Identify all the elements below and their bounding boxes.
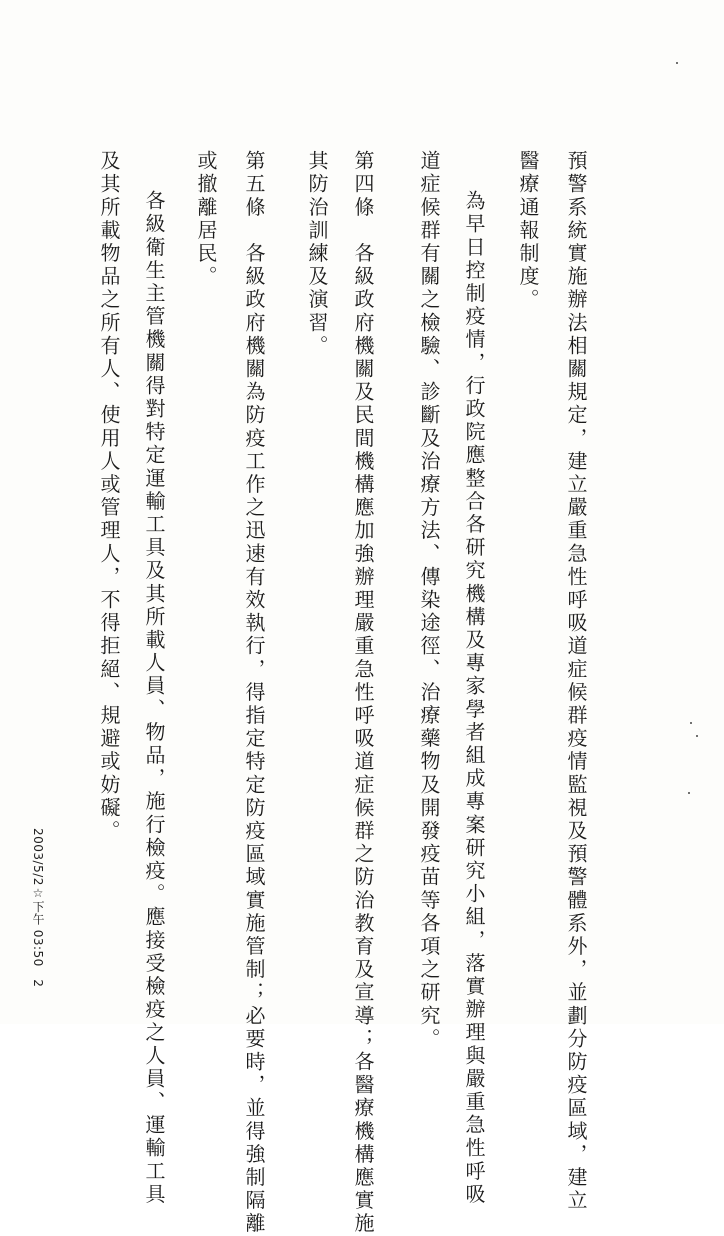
text-column-10: 及其所載物品之所有人、使用人或管理人，不得拒絕、規避或妨礙。 [97,150,121,843]
article-5-column: 第五條 各級政府機關為防疫工作之迅速有效執行，得指定特定防疫區域實施管制；必要時，並得強制隔離 [242,150,266,1236]
text-column-6: 其防治訓練及演習。 [305,150,329,358]
scan-speck [688,792,690,794]
text-column-3: 為早日控制疫情，行政院應整合各研究機構及專家學者組成專案研究小組，落實辦理與嚴重急性呼吸 [462,190,486,1207]
fax-timestamp: 2003/5/2☆下午 03:50 2 [31,828,45,988]
scan-speck [676,62,678,64]
text-column-2: 醫療通報制度。 [516,150,540,312]
text-column-4: 道症候群有關之檢驗、診斷及治療方法、傳染途徑、治療藥物及開發疫苗等各項之研究。 [417,150,441,1051]
text-column-9: 各級衛生主管機關得對特定運輸工具及其所載人員、物品，施行檢疫。應接受檢疫之人員、運輸工具 [142,190,166,1207]
scan-speck [696,735,698,737]
scan-speck [690,722,692,724]
text-column-8: 或撤離居民。 [194,150,218,289]
article-4-column: 第四條 各級政府機關及民間機構應加強辦理嚴重急性呼吸道症候群之防治教育及宣導；各醫療機構應實施 [351,150,375,1236]
text-column-1: 預警系統實施辦法相關規定，建立嚴重急性呼吸道症候群疫情監視及預警體系外，並劃分防疫區域，建立 [564,150,588,1213]
